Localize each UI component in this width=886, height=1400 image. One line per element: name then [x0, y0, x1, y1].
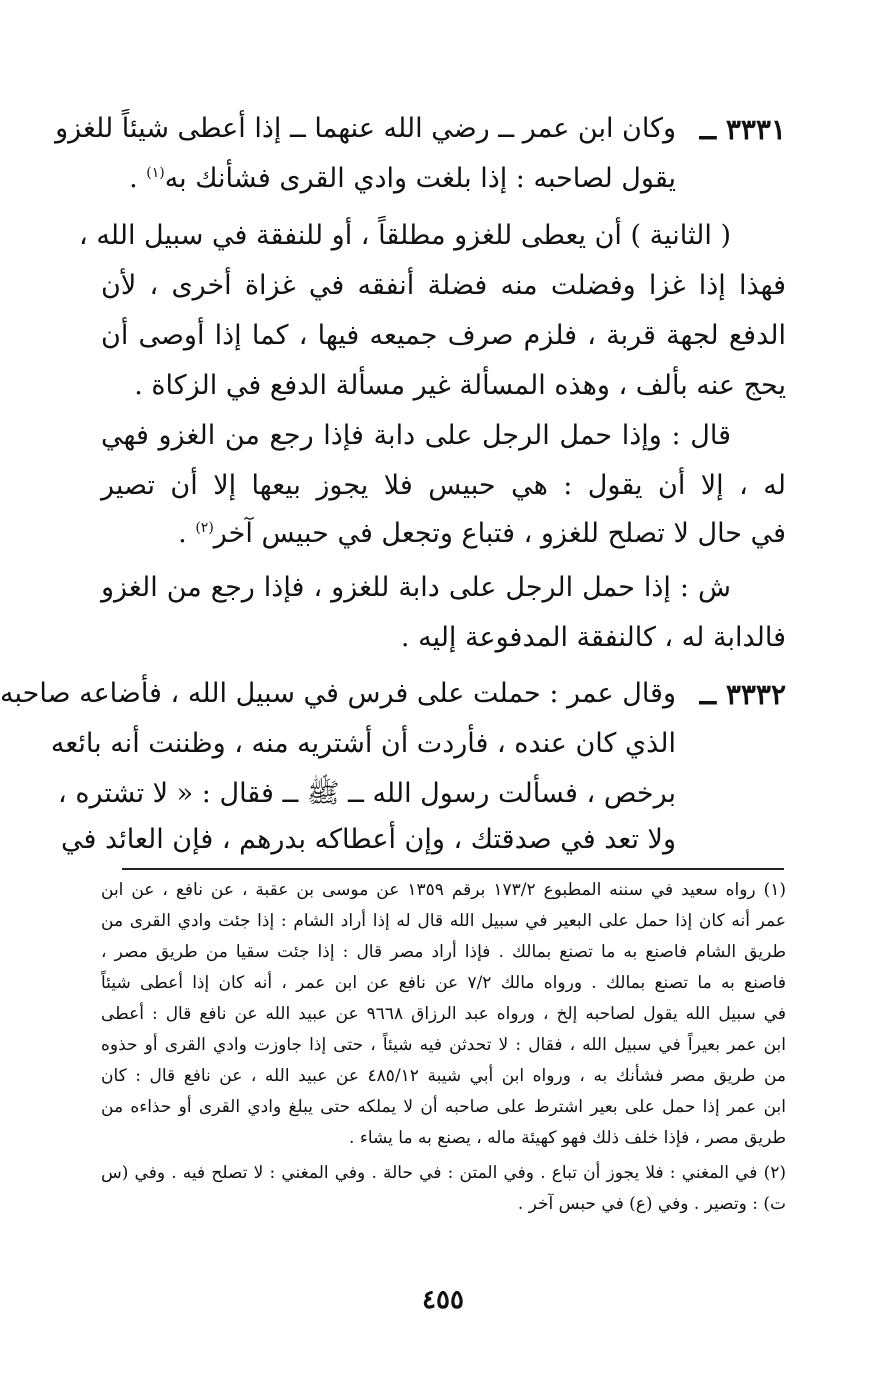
entry-3331-line-2	[129, 163, 676, 194]
thaniya-line-1: ( الثانية ) أن يعطى للغزو مطلقاً ، أو للنفقة في سبيل الله ،	[79, 220, 731, 251]
footnote-line-5: في سبيل الله يقول لصاحبه إلخ ، ورواه عبد الرزاق ٩٦٦٨ عن عبيد الله عن نافع قال : أعطى	[101, 1004, 787, 1024]
footnote-line-3: طريق الشام فاصنع به ما تصنع بمالك . فإذا أراد مصر قال : إذا جئت سقيا من طريق مصر ،	[101, 942, 786, 962]
footnote-line-2: عمر أنه كان إذا حمل على البعير في سبيل الله قال له إذا أراد الشام : إذا جئت وادي القرى من	[101, 911, 786, 931]
entry-number-3332: ٣٣٣٢ ــ	[699, 678, 786, 711]
qal-line-3	[178, 518, 786, 549]
qal-end: .	[178, 518, 196, 549]
entry-3332-line-2: الذي كان عنده ، فأردت أن أشتريه منه ، وظننت أنه بائعه	[50, 728, 676, 759]
sharh-line-2: فالدابة له ، كالنفقة المدفوعة إليه .	[400, 622, 786, 653]
footnote-ref-1: (١)	[146, 165, 165, 181]
thaniya-line-2: فهذا إذا غزا وفضلت منه فضلة أنفقه في غزاة أخرى ، لأن	[101, 270, 786, 301]
footnote-line-9: طريق مصر ، فإذا خلف ذلك فهو كهيئة ماله ، يصنع به ما يشاء .	[349, 1128, 786, 1148]
qal-line-2: له ، إلا أن يقول : هي حبيس فلا يجوز بيعها إلا أن تصير	[101, 470, 786, 501]
footnote-line-4: فاصنع به ما تصنع بمالك . ورواه مالك ٧/٢ عن نافع عن ابن عمر ، أنه كان إذا أعطى شيئاً	[101, 973, 786, 993]
page-number: ٤٥٥	[422, 1285, 464, 1315]
thaniya-line-3: الدفع لجهة قربة ، فلزم صرف جميعه فيها ، كما إذا أوصى أن	[101, 320, 786, 351]
entry-3332-line-1: وقال عمر : حملت على فرس في سبيل الله ، فأضاعه صاحبه	[0, 678, 676, 709]
entry-3331-line-2-text: يقول لصاحبه : إذا بلغت وادي القرى فشأنك به	[164, 163, 676, 194]
entry-number-3331: ٣٣٣١ ــ	[699, 113, 786, 146]
footnote-line-10: (٢) في المغني : فلا يجوز أن تباع . وفي المتن : في حالة . وفي المغني : لا تصلح فيه . وفي (س	[101, 1163, 786, 1183]
footnote-line-11: ت) : وتصير . وفي (ع) في حبس آخر .	[517, 1194, 786, 1214]
entry-3332-line-3: برخص ، فسألت رسول الله ــ ﷺ ــ فقال : « لا تشتره ،	[58, 778, 676, 809]
footnote-line-1: (١) رواه سعيد في سننه المطبوع ١٧٣/٢ برقم ١٣٥٩ عن موسى بن عقبة ، عن نافع ، عن ابن	[101, 880, 787, 900]
footnote-line-7: من طريق مصر فشأنك به ، ورواه ابن أبي شيبة ٤٨٥/١٢ عن عبيد الله ، عن نافع قال : كان	[101, 1066, 786, 1086]
entry-3331-line-1: وكان ابن عمر ــ رضي الله عنهما ــ إذا أعطى شيئاً للغزو	[55, 113, 676, 144]
sharh-line-1: ش : إذا حمل الرجل على دابة للغزو ، فإذا رجع من الغزو	[101, 572, 731, 603]
thaniya-line-4: يحج عنه بألف ، وهذه المسألة غير مسألة الدفع في الزكاة .	[134, 370, 786, 401]
footnote-line-8: ابن عمر إذا حمل على بعير اشترط على صاحبه أن لا يملكه حتى يبلغ وادي القرى أو حذاءه من	[101, 1097, 786, 1117]
entry-3332-line-4: ولا تعد في صدقتك ، وإن أعطاكه بدرهم ، فإن العائد في	[61, 824, 676, 855]
qal-line-3-text: في حال لا تصلح للغزو ، فتباع وتجعل في حبيس آخر	[213, 518, 786, 549]
qal-line-1: قال : وإذا حمل الرجل على دابة فإذا رجع من الغزو فهي	[101, 420, 731, 451]
footnote-divider	[122, 868, 784, 870]
entry-3331-end: .	[129, 163, 147, 194]
footnote-ref-2: (٢)	[195, 520, 214, 536]
footnote-line-6: ابن عمر بعيراً في سبيل الله ، فقال : لا تحدثن فيه شيئاً ، حتى إذا جاوزت وادي القرى أو حذوه	[101, 1035, 786, 1055]
